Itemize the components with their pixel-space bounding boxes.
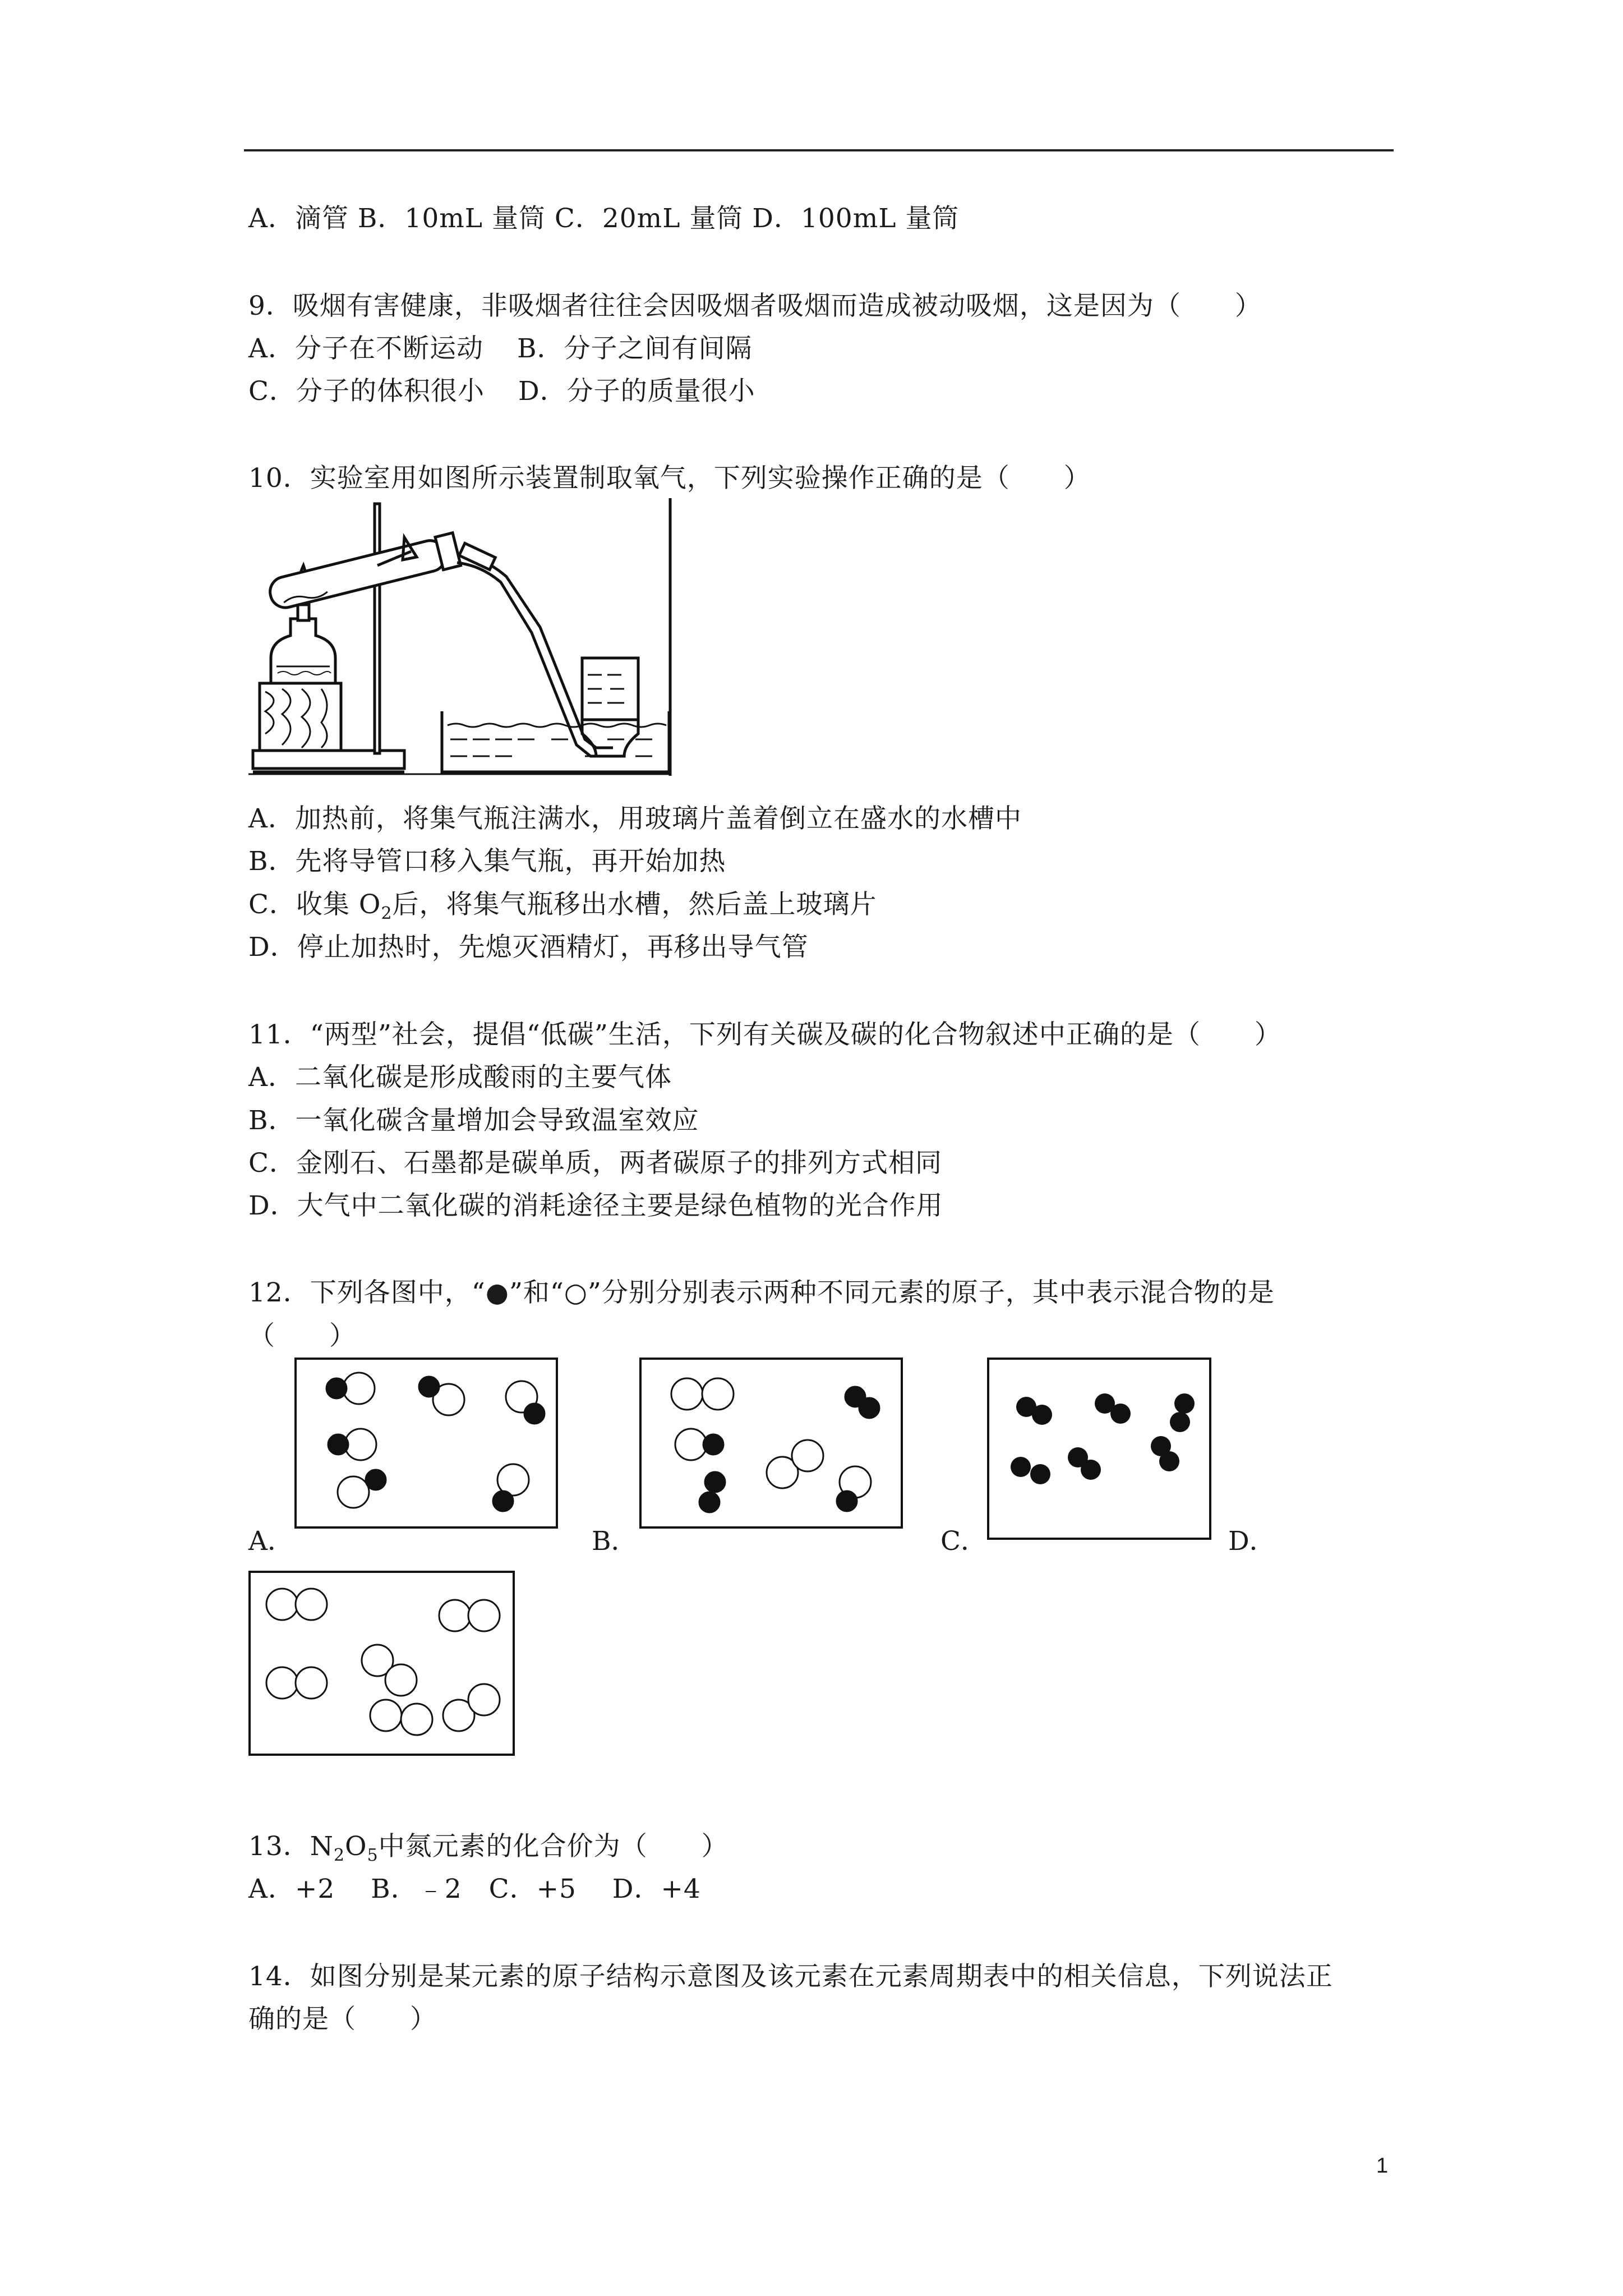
particle-box-c bbox=[987, 1358, 1211, 1540]
q13-options: A．+2 B．﹣2 C．+5 D．+4 bbox=[248, 1874, 701, 1904]
q9-options-row2 bbox=[248, 375, 755, 408]
q10-option-a: A．加热前，将集气瓶注满水，用玻璃片盖着倒立在盛水的水槽中 bbox=[248, 803, 1022, 834]
q11-option-a: A．二氧化碳是形成酸雨的主要气体 bbox=[248, 1062, 672, 1093]
page-number: 1 bbox=[1376, 2154, 1389, 2178]
q11-option-d: D．大气中二氧化碳的消耗途径主要是绿色植物的光合作用 bbox=[248, 1190, 943, 1221]
q10-stem: 10．实验室用如图所示装置制取氧气，下列实验操作正确的是（ ） bbox=[248, 463, 1091, 494]
q9-options-row1 bbox=[248, 332, 753, 366]
particle-box-b bbox=[639, 1358, 903, 1529]
q12-label-c: C． bbox=[940, 1526, 987, 1557]
q12-label-b: B． bbox=[592, 1526, 638, 1557]
q12-label-d: D． bbox=[1228, 1526, 1276, 1557]
q14-stem: 14．如图分别是某元素的原子结构示意图及该元素在元素周期表中的相关信息，下列说法正 bbox=[248, 1961, 1333, 1992]
q9-option-b: B．分子之间有间隔 bbox=[517, 333, 753, 364]
q11-option-b: B．一氧化碳含量增加会导致温室效应 bbox=[248, 1105, 699, 1136]
particle-box-a bbox=[294, 1358, 558, 1529]
oxygen-apparatus-figure bbox=[248, 498, 675, 776]
q9-option-d: D．分子的质量很小 bbox=[518, 376, 755, 407]
q10-option-d: D．停止加热时，先熄灭酒精灯，再移出导气管 bbox=[248, 932, 809, 963]
q12-stem: 12．下列各图中，“●”和“○”分别分别表示两种不同元素的原子，其中表示混合物的是 bbox=[248, 1277, 1275, 1308]
q9-option-c: C．分子的体积很小 bbox=[248, 376, 485, 407]
q12-stem-cont: （ ） bbox=[248, 1320, 356, 1351]
q10-option-c: C．收集 $O_2$后，将集气瓶移出水槽，然后盖上玻璃片 bbox=[248, 889, 877, 923]
q13-stem: 13．$N_2O_5$中氮元素的化合价为（ ） bbox=[248, 1831, 728, 1865]
q9-option-a: A．分子在不断运动 bbox=[248, 333, 483, 364]
q9-stem: 9．吸烟有害健康，非吸烟者往往会因吸烟者吸烟而造成被动吸烟，这是因为（ ） bbox=[248, 291, 1262, 321]
q14-stem-cont: 确的是（ ） bbox=[248, 2004, 437, 2035]
q11-stem: 11．“两型”社会，提倡“低碳”生活，下列有关碳及碳的化合物叙述中正确的是（ ） bbox=[248, 1019, 1281, 1050]
header-rule bbox=[244, 149, 1394, 151]
q8-options: A．滴管 B．10mL 量筒 C．20mL 量筒 D．100mL 量筒 bbox=[248, 203, 960, 234]
particle-box-d bbox=[248, 1571, 515, 1756]
q11-option-c: C．金刚石、石墨都是碳单质，两者碳原子的排列方式相同 bbox=[248, 1148, 942, 1179]
q10-option-b: B．先将导管口移入集气瓶，再开始加热 bbox=[248, 846, 726, 877]
q12-label-a: A． bbox=[248, 1526, 294, 1557]
